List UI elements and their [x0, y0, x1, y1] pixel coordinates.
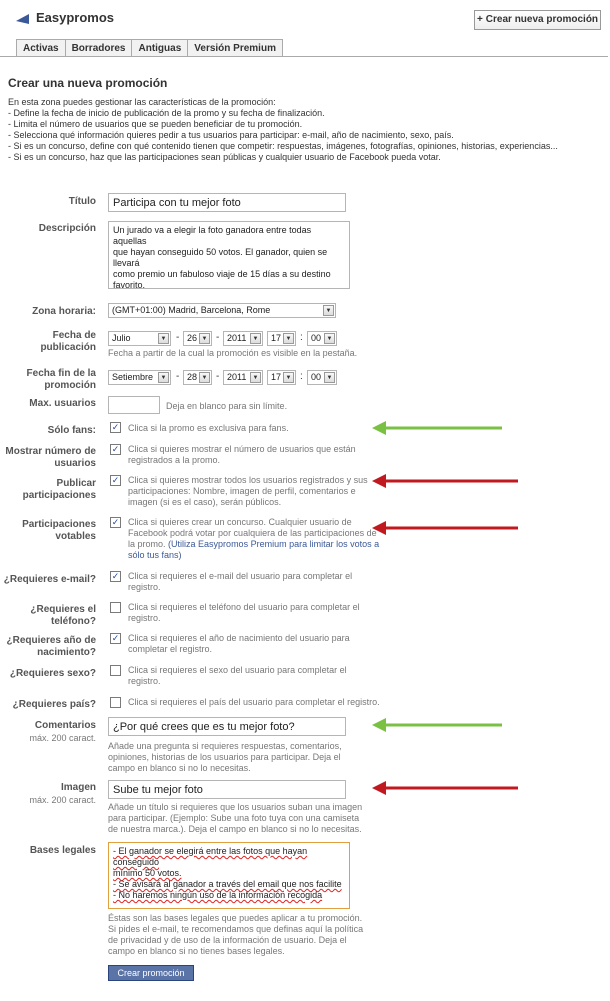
time-separator: :: [300, 371, 303, 382]
chevron-down-icon: ▼: [250, 333, 261, 344]
zona-horaria-label: Zona horaria:: [32, 306, 96, 317]
date-separator: -: [216, 371, 220, 382]
fin-hour-select[interactable]: [267, 370, 296, 385]
fin-label-line: Fecha fin de la: [26, 368, 96, 379]
label-line: Mostrar número de: [5, 446, 96, 457]
imagen-label: [29, 782, 96, 806]
chevron-down-icon: ▼: [158, 372, 169, 383]
help-line: Clica si requieres el año de nacimiento del usuario para: [128, 633, 350, 643]
arrow-left-icon: [372, 717, 504, 733]
bases-line: - No haremos ningún uso de la información recogida: [113, 890, 323, 900]
publicacion-day-value: 26: [187, 333, 198, 343]
intro-line: En esta zona puedes gestionar las características de la promoción:: [8, 97, 276, 107]
tab-borradores[interactable]: Borradores: [65, 39, 133, 57]
fin-day-value: 28: [187, 372, 198, 382]
imagen-sublabel: máx. 200 caract.: [29, 795, 96, 805]
help-line: Clica si requieres el e-mail del usuario para completar el: [128, 571, 353, 581]
help-line: campo en blanco si no lo necesitas.: [108, 763, 251, 773]
intro-text: [8, 97, 558, 163]
label-line: Imagen: [60, 782, 96, 793]
intro-line: - Limita el número de usuarios que se pueden beneficiar de tu promoción.: [8, 119, 303, 129]
help-line: de privacidad y de uso de la información de usuario. Deja el: [108, 935, 347, 945]
help-line: Clica si la promo es exclusiva para fans.: [128, 423, 289, 433]
publicacion-month-select[interactable]: [108, 331, 171, 346]
bases-line: - El ganador se elegirá entre las fotos que hayan conseguido: [113, 846, 308, 867]
help-line: Añade un título si requieres que los usuarios suban una imagen: [108, 802, 363, 812]
solo-fans-label: [48, 425, 96, 437]
publicacion-minute-select[interactable]: [307, 331, 337, 346]
arrow-left-icon: [372, 520, 520, 536]
tab-divider: [0, 56, 608, 57]
fin-year-value: 2011: [227, 372, 247, 382]
help-line: registro.: [128, 676, 161, 686]
chevron-down-icon: ▼: [199, 333, 210, 344]
imagen-help: [108, 802, 362, 835]
label-line: Sólo fans:: [47, 425, 96, 436]
publicacion-hour-select[interactable]: [267, 331, 296, 346]
descripcion-line: que hayan conseguido 50 votos. El ganador, quien se llevará: [113, 247, 328, 268]
telefono-label: [30, 604, 96, 628]
max-usuarios-help: Deja en blanco para sin límite.: [166, 401, 288, 411]
chevron-down-icon: ▼: [283, 372, 294, 383]
help-line: campo en blanco si no tienes bases legales.: [108, 946, 285, 956]
date-separator: -: [176, 371, 180, 382]
premium-link[interactable]: (Utiliza Easypromos Premium para limitar los votos a: [168, 539, 380, 549]
comentarios-help: [108, 741, 342, 774]
comentarios-input[interactable]: ¿Por qué crees que es tu mejor foto?: [108, 717, 346, 736]
chevron-down-icon: ▼: [323, 305, 334, 316]
arrow-left-icon: [372, 780, 520, 796]
help-line: Clica si requieres el teléfono del usuario para completar el: [128, 602, 360, 612]
help-line: Clica si quieres mostrar todos los usuarios registrados y sus: [128, 475, 368, 485]
max-usuarios-label: Max. usuarios: [29, 398, 96, 409]
pais-checkbox[interactable]: [110, 697, 121, 708]
telefono-help: [128, 602, 360, 624]
pais-label: [13, 699, 96, 711]
descripcion-textarea[interactable]: [108, 221, 350, 289]
descripcion-line: como premio un fabuloso viaje de 15 días a su destino: [113, 269, 331, 279]
premium-link[interactable]: sólo tus fans): [128, 550, 182, 560]
comentarios-sublabel: máx. 200 caract.: [29, 733, 96, 743]
tab-antiguas[interactable]: Antiguas: [131, 39, 188, 57]
publicacion-year-value: 2011: [227, 333, 247, 343]
imagen-input[interactable]: Sube tu mejor foto: [108, 780, 346, 799]
nacimiento-label: [7, 635, 96, 659]
email-label: [4, 574, 96, 586]
help-line: Facebook podrá votar por cualquiera de las participaciones de: [128, 528, 377, 538]
mostrar-numero-label: [5, 446, 96, 470]
votables-checkbox[interactable]: ✓: [111, 517, 120, 527]
date-separator: -: [216, 332, 220, 343]
label-line: ¿Requieres sexo?: [9, 668, 96, 679]
label-line: teléfono?: [51, 616, 96, 627]
label-line: participaciones: [22, 490, 96, 501]
fin-minute-value: 00: [311, 372, 322, 382]
new-promotion-button[interactable]: [474, 10, 601, 30]
help-line: la promo.: [128, 539, 166, 549]
create-promotion-button[interactable]: Crear promoción: [108, 965, 194, 981]
help-line: Clica si requieres el país del usuario para completar el registro.: [128, 697, 380, 707]
label-line: Comentarios: [34, 720, 96, 731]
publicacion-year-select[interactable]: [223, 331, 263, 346]
help-line: Éstas son las bases legales que puedes aplicar a tu promoción.: [108, 913, 363, 923]
help-line: registro.: [128, 582, 161, 592]
votables-help: [128, 517, 379, 561]
intro-line: - Define la fecha de inicio de publicación de la promo y su fecha de finalización.: [8, 108, 325, 118]
arrow-left-icon: [372, 420, 504, 436]
publicacion-label-line: Fecha de: [52, 330, 96, 341]
tab-bar: [16, 39, 282, 57]
telefono-checkbox[interactable]: [110, 602, 121, 613]
label-line: ¿Requieres país?: [12, 699, 96, 710]
chevron-down-icon: ▼: [250, 372, 261, 383]
tab-version-premium[interactable]: Versión Premium: [187, 39, 283, 57]
fin-minute-select[interactable]: [307, 370, 337, 385]
sexo-help: [128, 665, 347, 687]
intro-line: - Si es un concurso, define con qué contenido tienen que competir: respuestas, imágenes, fotografías, opiniones, historias, experiencias...: [8, 141, 558, 151]
votables-label: [22, 519, 96, 543]
chevron-down-icon: ▼: [158, 333, 169, 344]
help-line: completar el registro.: [128, 644, 213, 654]
publicacion-label: [40, 330, 96, 354]
label-line: votables: [55, 531, 96, 542]
fin-month-select[interactable]: [108, 370, 171, 385]
chevron-down-icon: ▼: [324, 333, 335, 344]
nacimiento-help: [128, 633, 350, 655]
label-line: ¿Requieres el: [30, 604, 96, 615]
fin-hour-value: 17: [271, 372, 282, 382]
label-line: ¿Requieres año de: [6, 635, 96, 646]
megaphone-icon: [16, 14, 30, 24]
publicar-label: [23, 478, 96, 502]
descripcion-line: Un jurado va a elegir la foto ganadora entre todas aquellas: [113, 225, 312, 246]
solo-fans-help: [128, 423, 289, 434]
fin-month-value: Setiembre: [112, 372, 154, 382]
publicacion-hour-value: 17: [271, 333, 282, 343]
tab-activas[interactable]: Activas: [16, 39, 66, 57]
sexo-checkbox[interactable]: [110, 665, 121, 676]
pais-help: [128, 697, 380, 708]
label-line: ¿Requieres e-mail?: [3, 574, 96, 585]
fin-day-select[interactable]: [183, 370, 212, 385]
bases-label: Bases legales: [29, 845, 96, 856]
help-line: Si pides el e-mail, te recomendamos que definas aquí la política: [108, 924, 364, 934]
publicacion-minute-value: 00: [311, 333, 322, 343]
time-separator: :: [300, 332, 303, 343]
zona-horaria-select[interactable]: [108, 303, 336, 318]
help-line: registro.: [128, 613, 161, 623]
publicar-help: [128, 475, 368, 508]
descripcion-line: favorito.: [113, 280, 146, 289]
bases-help: [108, 913, 363, 957]
help-line: Clica si quieres mostrar el número de usuarios que están: [128, 444, 356, 454]
help-line: participaciones: Nombre, imagen de perfil, comentarios e: [128, 486, 356, 496]
publicacion-label-line: publicación: [40, 342, 96, 353]
app-title: Easypromos: [36, 10, 115, 25]
email-checkbox[interactable]: ✓: [111, 571, 120, 581]
intro-line: - Selecciona qué información quieres pedir a tus usuarios para participar: e-mail, año de nacimiento, sexo, país.: [8, 130, 454, 140]
new-promotion-button-label: Crear nueva promoción: [485, 14, 599, 25]
mostrar-numero-checkbox[interactable]: ✓: [111, 444, 120, 454]
help-line: imagen (si es el caso), serán públicos.: [128, 497, 282, 507]
nacimiento-checkbox[interactable]: ✓: [111, 633, 120, 643]
titulo-input[interactable]: Participa con tu mejor foto: [108, 193, 346, 212]
publicar-checkbox[interactable]: ✓: [111, 475, 120, 485]
publicacion-day-select[interactable]: [183, 331, 212, 346]
bases-textarea[interactable]: [108, 842, 350, 909]
label-line: usuarios: [54, 458, 96, 469]
publicacion-help: Fecha a partir de la cual la promoción es visible en la pestaña.: [108, 348, 358, 358]
fin-label: [27, 368, 96, 392]
email-help: [128, 571, 352, 593]
help-line: para participar. (Ejemplo: Sube una foto tuya con una camiseta: [108, 813, 360, 823]
mostrar-numero-help: [128, 444, 356, 466]
chevron-down-icon: ▼: [324, 372, 335, 383]
sexo-label: [10, 668, 96, 680]
intro-line: - Si es un concurso, haz que las participaciones sean públicas y cualquier usuario de Facebook pueda votar.: [8, 152, 441, 162]
help-line: Clica si quieres crear un concurso. Cualquier usuario de: [128, 517, 352, 527]
label-line: Publicar: [56, 478, 96, 489]
date-separator: -: [176, 332, 180, 343]
help-line: opiniones, historias de los usuarios para participar. Deja el: [108, 752, 341, 762]
publicacion-month-value: Julio: [112, 333, 131, 343]
help-line: registrados a la promo.: [128, 455, 221, 465]
bases-line: mínimo 50 votos.: [113, 868, 182, 878]
page-title: Crear una nueva promoción: [8, 76, 168, 90]
comentarios-label: [29, 720, 96, 744]
plus-icon: +: [476, 14, 483, 25]
help-line: Clica si requieres el sexo del usuario para completar el: [128, 665, 347, 675]
descripcion-label: Descripción: [38, 223, 96, 234]
app-header: [0, 0, 610, 36]
label-line: Participaciones: [22, 519, 96, 530]
arrow-left-icon: [372, 473, 520, 489]
titulo-label: Título: [68, 196, 96, 207]
help-line: Añade una pregunta si requieres respuestas, comentarios,: [108, 741, 342, 751]
fin-label-line: promoción: [44, 380, 96, 391]
help-line: de nuestra marca.). Deja el campo en blanco si no lo necesitas.: [108, 824, 362, 834]
label-line: nacimiento?: [37, 647, 96, 658]
chevron-down-icon: ▼: [199, 372, 210, 383]
solo-fans-checkbox[interactable]: ✓: [111, 422, 120, 432]
zona-horaria-value: (GMT+01:00) Madrid, Barcelona, Rome: [112, 305, 271, 315]
chevron-down-icon: ▼: [283, 333, 294, 344]
fin-year-select[interactable]: [223, 370, 263, 385]
max-usuarios-input[interactable]: [108, 396, 160, 414]
bases-line: - Se avisará al ganador a través del email que nos facilite: [113, 879, 342, 889]
